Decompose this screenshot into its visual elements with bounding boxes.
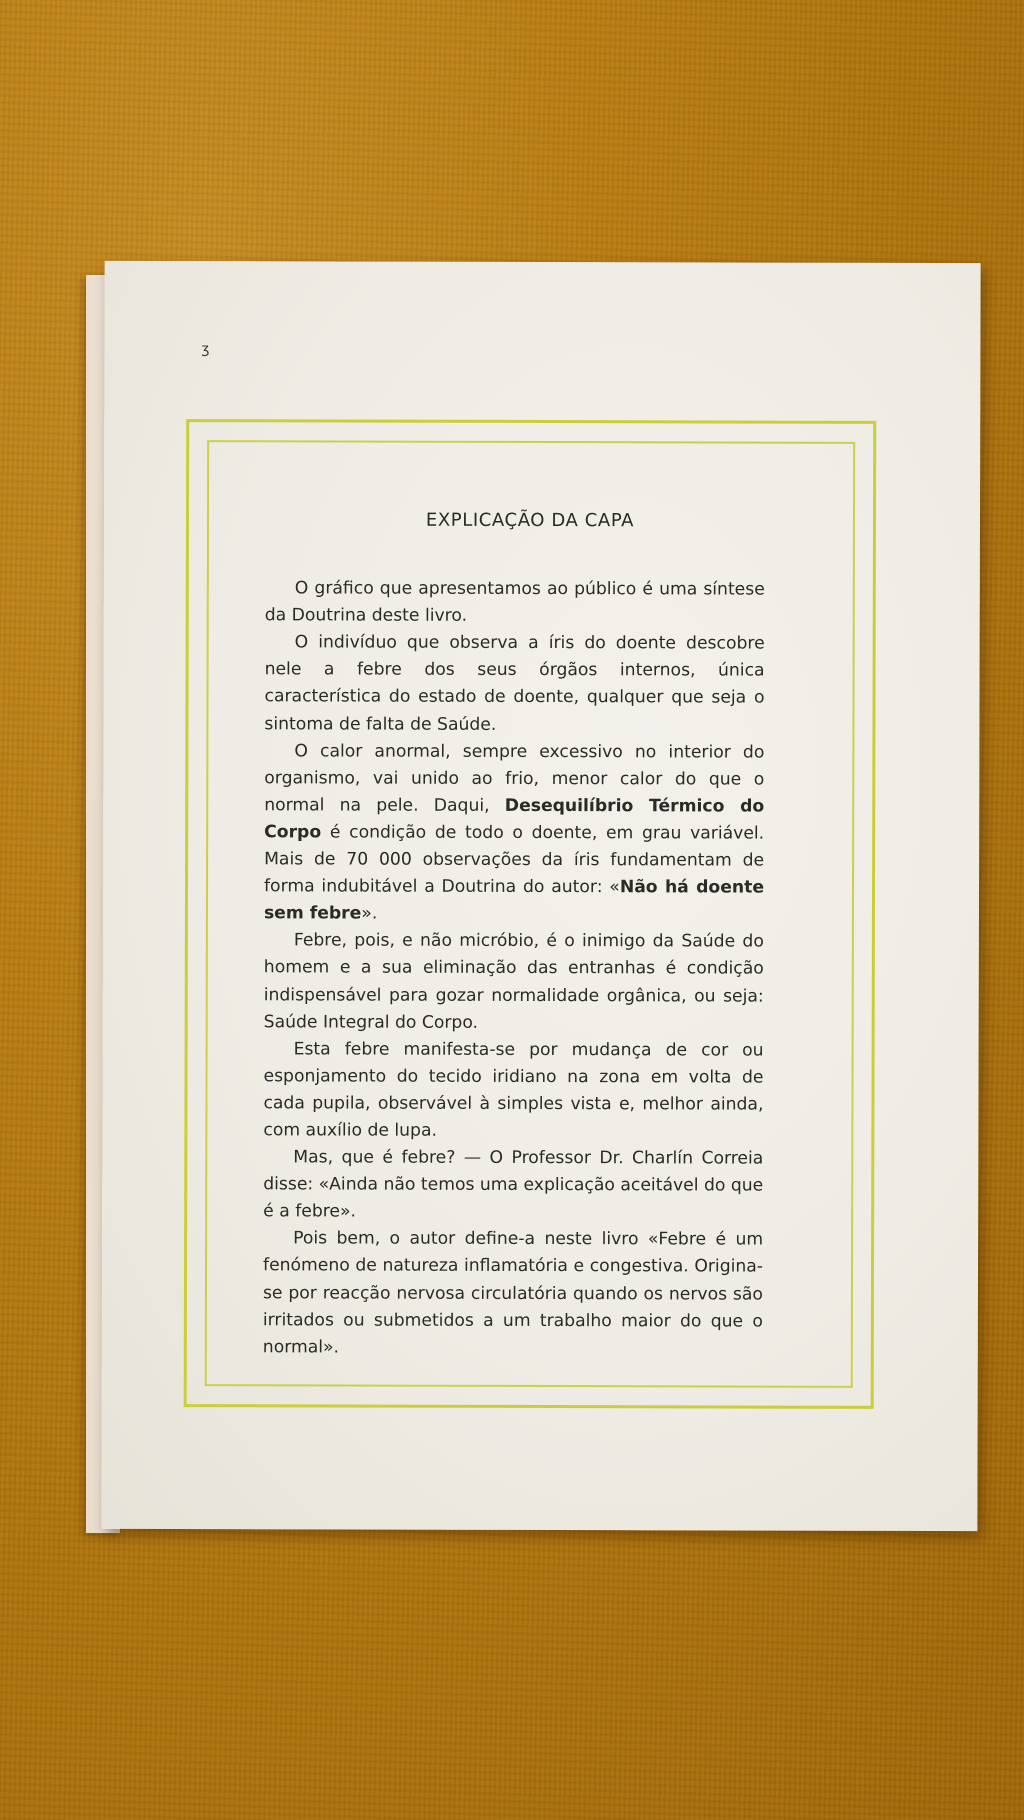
paragraph-6: Mas, que é febre? — O Professor Dr. Charlín Correia disse: «Ainda não temos uma explicação aceitável do que é a febre». [263, 1147, 764, 1222]
bold-author-doctrine: Não há doente sem febre [263, 877, 765, 924]
outer-frame [184, 419, 877, 1409]
paragraph-3-part-3: ». [361, 903, 378, 924]
paragraph-7: Pois bem, o autor define-a neste livro «Febre é um fenómeno de natureza inflamatória e congestiva. Origina-se por reacção nervosa circulatória quando os nervos são irritados ou submetidos a um trabalho maior do que o normal». [262, 1228, 764, 1358]
paragraph-1: O gráfico que apresentamos ao público é uma síntese da Doutrina deste livro. [264, 578, 765, 626]
paragraph-2: O indivíduo que observa a íris do doente descobre nele a febre dos seus órgãos internos, única característica do estado de doente, qualquer que seja o sintoma de falta de Saúde. [264, 632, 765, 735]
bold-thermal-imbalance: Desequilíbrio Térmico do Corpo [264, 795, 765, 843]
paragraph-3 [264, 738, 764, 929]
page-title: EXPLICAÇÃO DA CAPA [425, 509, 635, 532]
book-back-cover [101, 261, 980, 1531]
paragraph-3-part-1: O calor anormal, sempre excessivo no interior do organismo, vai unido ao frio, menor calor do que o normal na pele. Daqui, [264, 741, 765, 816]
text-block [263, 506, 765, 1362]
paragraph-5: Esta febre manifesta-se por mudança de cor ou esponjamento do tecido iridiano na zona em volta de cada pupila, observável à simples vista e, melhor ainda, com auxílio de lupa. [263, 1039, 764, 1141]
paragraph-3-part-2: é condição de todo o doente, em grau variável. Mais de 70 000 observações da íris fundamentam de forma indubitável a Doutrina do autor: « [263, 822, 765, 898]
ink-speck: ʒ [201, 341, 210, 358]
paragraph-4: Febre, pois, e não micróbio, é o inimigo da Saúde do homem e a sua eliminação das entranhas é condição indispensável para gozar normalidade orgânica, ou seja: Saúde Integral do Corpo. [263, 930, 764, 1033]
